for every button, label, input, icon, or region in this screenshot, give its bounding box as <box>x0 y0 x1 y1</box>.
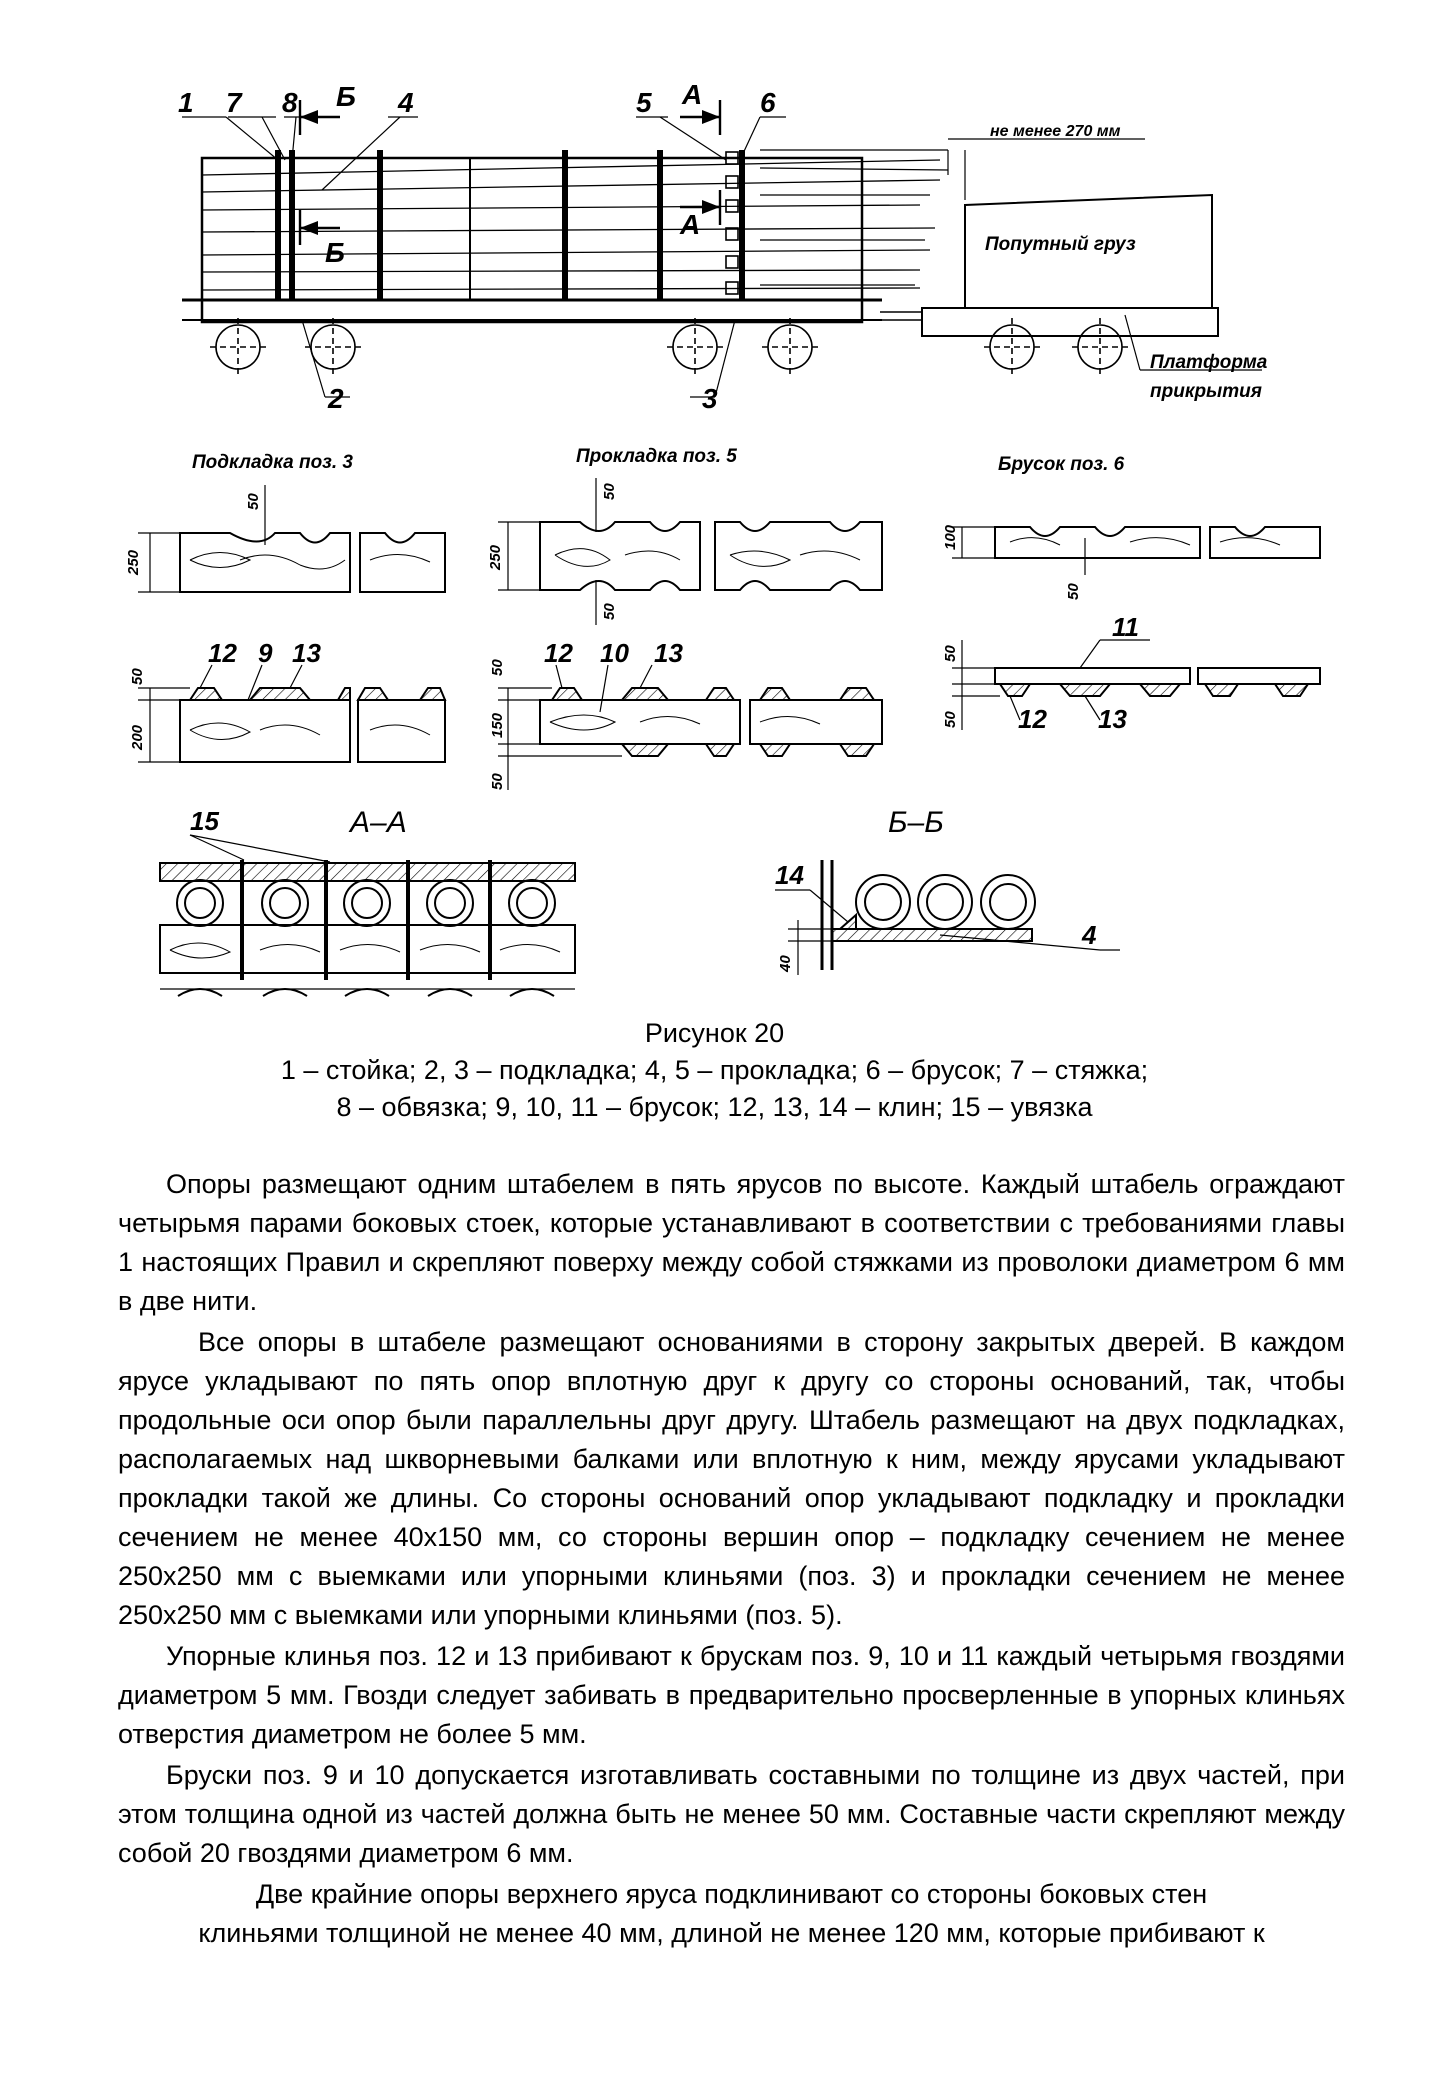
pos-9: 9 <box>258 638 273 668</box>
pos-13-right: 13 <box>1098 704 1127 734</box>
pos-12-right: 12 <box>1018 704 1047 734</box>
callout-7: 7 <box>226 87 242 118</box>
paragraph-4: Бруски поз. 9 и 10 допускается изготавливать составными по толщине из двух частей, при этом толщина одной из частей должна быть не менее 50 мм. Составные части скрепляют между собой 20 гвоздями диаметром 6 мм. <box>118 1760 1345 1868</box>
figure-legend-line-2: 8 – обвязка; 9, 10, 11 – брусок; 12, 13, 14 – клин; 15 – увязка <box>336 1092 1093 1122</box>
platform-label-2: прикрытия <box>1150 381 1262 402</box>
paragraph-5-line-1: Две крайние опоры верхнего яруса подклинивают со стороны боковых стен <box>255 1879 1208 1909</box>
callout-5: 5 <box>636 87 652 118</box>
dim-50-brusok-wedge-bottom: 50 <box>942 711 959 728</box>
podkladka-title: Подкладка поз. 3 <box>192 452 353 473</box>
brusok-profile <box>952 527 1320 575</box>
section-bb <box>775 860 1120 975</box>
dim-40-section-bb: 40 <box>777 955 794 972</box>
dim-250-prokladka: 250 <box>487 544 504 570</box>
prokladka-profile <box>498 478 882 625</box>
cargo-label: Попутный груз <box>985 234 1136 255</box>
section-aa <box>160 835 575 996</box>
section-a-letter-bottom: А <box>680 209 701 240</box>
figure-caption <box>0 1015 1429 1126</box>
callout-6: 6 <box>760 87 776 118</box>
dim-50-brusok: 50 <box>1065 583 1082 600</box>
section-b-letter-top: Б <box>336 81 356 112</box>
body-text <box>118 1165 1345 1953</box>
figure-title: Рисунок 20 <box>644 1018 785 1048</box>
brusok-wedge-variant <box>952 640 1320 730</box>
pos-15: 15 <box>190 806 219 836</box>
dim-100-brusok: 100 <box>942 524 959 550</box>
dim-50-podkladka: 50 <box>245 493 262 510</box>
callout-2: 2 <box>328 383 344 414</box>
detail-titles <box>192 446 1125 475</box>
platform-label-1: Платформа <box>1150 352 1268 373</box>
dim-50-prokladka-wedge-bottom: 50 <box>489 773 506 790</box>
section-a-letter-top: А <box>682 79 703 110</box>
section-b-letter-bottom: Б <box>325 237 345 268</box>
callout-3: 3 <box>702 383 718 414</box>
technical-drawing <box>0 0 1429 1000</box>
pos-13-center: 13 <box>654 638 683 668</box>
callout-1: 1 <box>178 87 194 118</box>
section-aa-label: А–А <box>350 806 407 839</box>
paragraph-2: Все опоры в штабеле размещают основаниями в сторону закрытых дверей. В каждом ярусе укладывают по пять опор вплотную друг к другу со стороны оснований, так, чтобы продольные оси опор были параллельны друг другу. Штабель размещают на двух подкладках, располагаемых над шкворневыми балками или вплотную к ним, между ярусами укладывают прокладки такой же длины. Со стороны оснований опор укладывают подкладку и прокладки сечением не менее 40х150 мм, со стороны вершин опор – подкладку сечением не менее 250х250 мм с выемками или упорными клиньями (поз. 3) и прокладки сечением не менее 250х250 мм с выемками или упорными клиньями (поз. 5). <box>118 1327 1345 1630</box>
dim-250-podkladka: 250 <box>125 549 142 575</box>
dim-50-brusok-wedge-top: 50 <box>942 645 959 662</box>
dim-150-prokladka-wedge: 150 <box>489 712 506 738</box>
pos-4: 4 <box>1082 920 1097 950</box>
pos-12-left: 12 <box>208 638 237 668</box>
dim-50-prokladka-wedge-top: 50 <box>489 659 506 676</box>
pos-13-left: 13 <box>292 638 321 668</box>
prokladka-wedge-variant <box>498 665 882 790</box>
pos-14: 14 <box>775 860 804 890</box>
section-bb-label: Б–Б <box>888 806 944 839</box>
pos-10: 10 <box>600 638 629 668</box>
dim-200-podkladka-wedge: 200 <box>129 724 146 750</box>
callout-4: 4 <box>398 87 414 118</box>
main-view-labels <box>178 79 1268 414</box>
podkladka-profile <box>138 485 445 592</box>
paragraph-3: Упорные клинья поз. 12 и 13 прибивают к брускам поз. 9, 10 и 11 каждый четырьмя гвоздями диаметром 5 мм. Гвозди следует забивать в предварительно просверленные в упорных клиньях отверстия диаметром не более 5 мм. <box>118 1641 1345 1749</box>
figure-legend-line-1: 1 – стойка; 2, 3 – подкладка; 4, 5 – прокладка; 6 – брусок; 7 – стяжка; <box>280 1055 1149 1085</box>
paragraph-5-line-2: клиньями толщиной не менее 40 мм, длиной не менее 120 мм, которые прибивают к <box>198 1918 1265 1948</box>
paragraph-1: Опоры размещают одним штабелем в пять ярусов по высоте. Каждый штабель ограждают четырьмя парами боковых стоек, которые устанавливают в соответствии с требованиями главы 1 настоящих Правил и скрепляют поверху между собой стяжками из проволоки диаметром 6 мм в две нити. <box>118 1169 1345 1316</box>
dim-50-prokladka-bottom: 50 <box>601 603 618 620</box>
dim-50-prokladka-top: 50 <box>601 483 618 500</box>
brusok-title: Брусок поз. 6 <box>998 454 1125 475</box>
prokladka-title: Прокладка поз. 5 <box>576 446 737 467</box>
callout-8: 8 <box>282 87 298 118</box>
dim-50-podkladka-wedge: 50 <box>129 668 146 685</box>
pos-11: 11 <box>1112 612 1139 642</box>
pos-12-center: 12 <box>544 638 573 668</box>
clearance-note: не менее 270 мм <box>990 123 1121 140</box>
podkladka-wedge-variant <box>138 665 445 762</box>
